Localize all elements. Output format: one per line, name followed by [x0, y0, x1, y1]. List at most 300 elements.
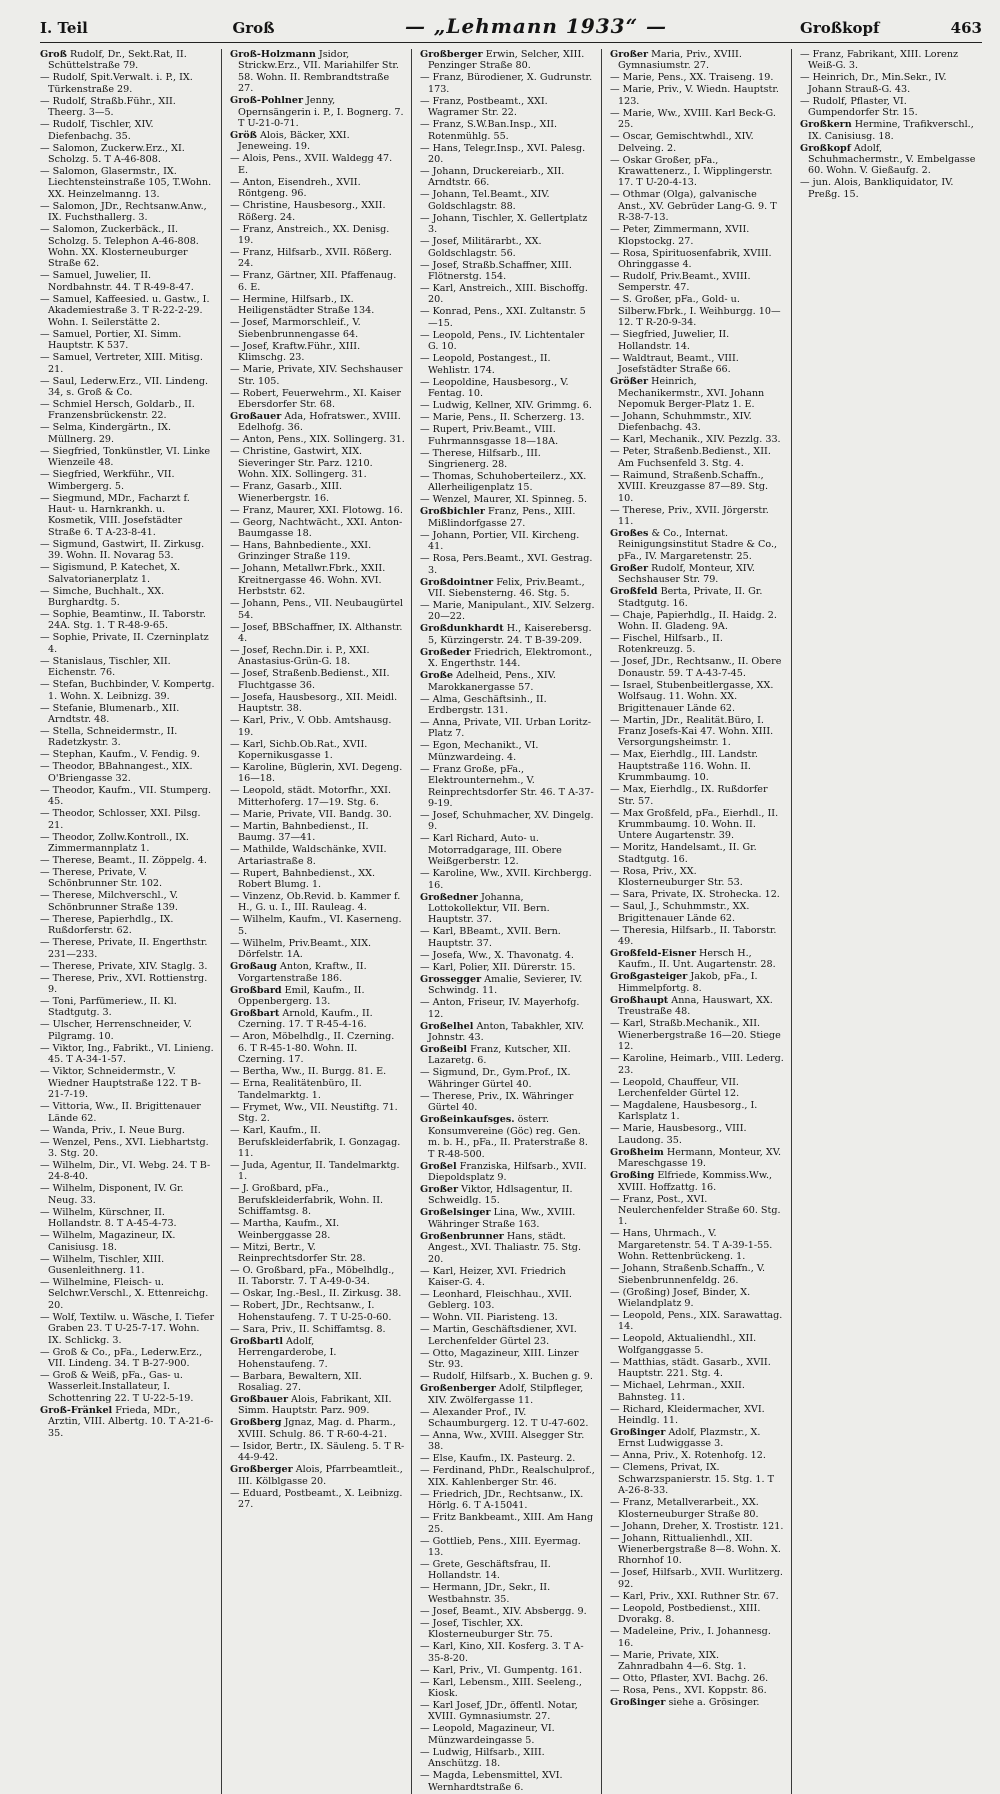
directory-entry [40, 1183, 215, 1206]
entry-text: — J. Großbard, pFa., Berufskleiderfabrik, Wohn. II. Schiffamtsg. 8. [230, 1183, 384, 1218]
entry-text: — Siegfried, Juwelier, II. Hollandstr. 14. [610, 329, 730, 352]
directory-entry [420, 353, 595, 376]
directory-entry [230, 505, 405, 516]
entry-text: — Rudolf, Priv.Beamt., XVIII. Semperstr. 47. [610, 271, 751, 294]
entry-text: — Josef, Hilfsarb., XVII. Wurlitzerg. 92. [610, 1567, 783, 1590]
entry-text: — Karoline, Ww., XVII. Kirchbergg. 16. [420, 868, 592, 891]
directory-entry [230, 317, 405, 340]
directory-entry [420, 553, 595, 576]
entry-surname: Großberger [420, 49, 483, 60]
directory-entry [420, 1641, 595, 1664]
directory-entry [420, 892, 595, 926]
entry-text: — Moritz, Handelsamt., II. Gr. Stadtgutg. 16. [610, 842, 757, 865]
entry-text: — Peter, Zimmermann, XVII. Klopstockg. 27. [610, 224, 750, 247]
entry-text: — Johann, Dreher, X. Trostistr. 121. [610, 1520, 784, 1532]
column-3 [420, 49, 602, 1794]
directory-entry [420, 1723, 595, 1746]
entry-text: — Marie, Ww., XVIII. Karl Beck-G. 25. [610, 107, 776, 131]
directory-entry [420, 1184, 595, 1207]
entry-text: — Karl Josef, JDr., öffentl. Notar, XVIII. Gymnasiumstr. 27. [420, 1700, 578, 1723]
entry-text: — Therese, Beamt., II. Zöppelg. 4. [40, 855, 207, 867]
entry-surname: Großaug [230, 961, 277, 973]
directory-entry [420, 1700, 595, 1723]
entry-text: — Therese, Papierhdlg., IX. Rußdorferstr. 62. [40, 913, 174, 937]
directory-entry [610, 271, 785, 294]
directory-entry [40, 1347, 215, 1370]
entry-text: — Juda, Agentur, II. Tandelmarktg. 1. [230, 1159, 400, 1183]
entry-text: — Leopold, Pens., XIX. Sarawattag. 14. [610, 1309, 783, 1333]
directory-entry [40, 166, 215, 200]
directory-entry [420, 1348, 595, 1371]
directory-entry [420, 1489, 595, 1512]
entry-surname: Großelhel [420, 1020, 474, 1032]
directory-entry [420, 810, 595, 833]
entry-text: — Saul, Lederw.Erz., VII. Lindeng. 34, s. Groß & Co. [40, 375, 209, 398]
entry-text: — Therese, Priv., XVI. Rottienstrg. 9. [40, 972, 208, 996]
entry-surname: Großeibl [420, 1044, 468, 1056]
entry-text: Adolf, Plazmstr., X. Ernst Ludwiggasse 3. [618, 1427, 761, 1450]
directory-entry [420, 623, 595, 646]
entry-text: — Wenzel, Pens., XVI. Liebhartstg. 3. Stg. 20. [40, 1136, 209, 1159]
entry-text: — Hans, Telegr.Insp., XVI. Palesg. 20. [420, 142, 586, 166]
directory-entry [40, 72, 215, 95]
directory-entry [40, 1277, 215, 1311]
directory-entry [800, 72, 976, 95]
directory-entry [230, 364, 405, 387]
directory-entry [610, 528, 785, 562]
entry-text: — Matthias, städt. Gasarb., XVII. Hauptstr. 221. Stg. 4. [610, 1356, 771, 1380]
directory-entry [610, 1673, 785, 1684]
entry-text: — Marie, Private, VII. Bandg. 30. [230, 808, 392, 820]
entry-text: — Rosa, Pens., XVI. Koppstr. 86. [610, 1685, 767, 1697]
entry-text: Felix, Priv.Beamt., VII. Siebensterng. 46. Stg. 5. [428, 576, 585, 599]
entry-text: H., Kaiserebersg. 5, Kürzingerstr. 24. T B-39-209. [428, 623, 592, 646]
directory-entry [230, 1066, 405, 1077]
directory-entry [40, 1066, 215, 1100]
directory-entry [40, 562, 215, 585]
entry-text: — Ulscher, Herrenschneider, V. Pilgramg. 10. [40, 1019, 192, 1042]
entry-surname: Großes [610, 527, 649, 539]
entry-text: Frieda, MDr., Arztin, VIII. Albertg. 10. T A-21-6-35. [48, 1404, 214, 1439]
directory-entry [230, 1265, 405, 1288]
directory-entry [610, 1697, 785, 1708]
page-header [40, 14, 982, 43]
entry-text: — Josef, Straßenb.Bedienst., XII. Fluchtgasse 36. [230, 668, 390, 691]
entry-text: — Josef, Rechn.Dir. i. P., XXI. Anastasius-Grün-G. 18. [230, 644, 370, 668]
directory-entry [420, 962, 595, 973]
entry-text: — Leopold, Chauffeur, VII. Lerchenfelder Gürtel 12. [610, 1076, 740, 1099]
entry-text: — Franz, Metallverarbeit., XX. Klosterneuburger Straße 80. [610, 1497, 759, 1520]
directory-entry [610, 353, 785, 376]
entry-surname: Großberger [230, 1464, 293, 1476]
directory-entry [610, 131, 785, 154]
directory-entry [230, 49, 405, 95]
directory-entry [610, 680, 785, 714]
entry-text: Franziska, Hilfsarb., XVII. Diepoldsplatz 9. [428, 1160, 587, 1183]
directory-entry [230, 270, 405, 293]
page-number: 463 [950, 19, 982, 37]
entry-surname: Großelsinger [420, 1207, 491, 1219]
directory-entry [420, 1312, 595, 1323]
directory-entry [420, 96, 595, 119]
entry-surname: Großdunkhardt [420, 623, 504, 635]
directory-entry [40, 1160, 215, 1183]
entry-text: — Siegfried, Werkführ., VII. Wimbergerg. 5. [40, 469, 175, 492]
directory-entry [610, 563, 785, 586]
directory-entry [610, 866, 785, 889]
directory-entry [230, 95, 405, 129]
entry-text: — Anna, Priv., X. Rotenhofg. 12. [610, 1450, 766, 1462]
directory-entry [230, 446, 405, 480]
directory-entry [230, 177, 405, 200]
entry-text: — Friedrich, JDr., Rechtsanw., IX. Hörlg. 6. T A-15041. [420, 1488, 584, 1512]
directory-entry [230, 868, 405, 891]
entry-text: Heinrich, Mechanikermstr., XVI. Johann Nepomuk Berger-Platz 1. E. [618, 376, 765, 410]
directory-entry [610, 784, 785, 807]
entry-text: — Josef, Marmorschleif., V. Siebenbrunnengasse 64. [230, 317, 361, 340]
directory-entry [230, 153, 405, 176]
directory-entry [230, 224, 405, 247]
directory-entry [230, 1078, 405, 1101]
entry-text: — Wolf, Textilw. u. Wäsche, I. Tiefer Graben 23. T U-25-7-17. Wohn. IX. Schlickg. 3. [40, 1311, 215, 1346]
entry-text: Elfriede, Kommiss.Ww., XVIII. Hoffzattg. 16. [618, 1170, 773, 1193]
directory-entry [610, 72, 785, 83]
directory-entry [610, 224, 785, 247]
entry-text: — Therese, Milchverschl., V. Schönbrunner Straße 139. [40, 890, 179, 913]
entry-text: — Vinzenz, Ob.Revid. b. Kammer f. H., G. u. I., III. Rauleag. 4. [230, 891, 401, 914]
entry-text: — Mitzi, Bertr., V. Reinprechtsdorfer Str. 28. [230, 1241, 366, 1264]
directory-entry [420, 1231, 595, 1265]
directory-entry [40, 973, 215, 996]
directory-entry [230, 891, 405, 914]
directory-entry [230, 481, 405, 504]
entry-text: — Anna, Private, VII. Urban Loritz-Platz 7. [420, 716, 591, 740]
entry-text: — Josefa, Ww., X. Thavonatg. 4. [420, 949, 574, 961]
directory-entry [610, 1310, 785, 1333]
entry-text: — Johann, Pens., VII. Neubaugürtel 54. [230, 598, 403, 621]
entry-text: Adelheid, Pens., XIV. Marokkanergasse 57. [428, 670, 556, 693]
directory-entry [230, 247, 405, 270]
entry-text: — Christine, Hausbesorg., XXII. Rößerg. 24. [230, 200, 386, 223]
directory-entry [800, 143, 976, 177]
entry-text: — Johann, Rittualienhdl., XII. Wienerbergstraße 8—8. Wohn. X. Rhornhof 10. [610, 1532, 781, 1567]
directory-entry [40, 143, 215, 166]
directory-entry [420, 448, 595, 471]
entry-text: — Theodor, Kaufm., VII. Stumperg. 45. [40, 784, 211, 808]
directory-entry [230, 1300, 405, 1323]
directory-entry [420, 868, 595, 891]
entry-surname: Großedner [420, 891, 478, 903]
column-1 [40, 49, 222, 1794]
entry-surname: Groß [40, 49, 67, 60]
entry-text: Lina, Ww., XVIII. Währinger Straße 163. [428, 1207, 576, 1230]
directory-entry [230, 809, 405, 820]
directory-entry [610, 656, 785, 679]
entry-text: — Martin, Bahnbedienst., II. Baumg. 37—41. [230, 820, 369, 844]
entry-text: — Rosa, Pers.Beamt., XVI. Gestrag. 3. [420, 553, 593, 576]
directory-entry [40, 726, 215, 749]
entry-text: — Else, Kaufm., IX. Pasteurg. 2. [420, 1453, 576, 1465]
entry-text: Adolf, Stilpfleger, XIV. Zwölfergasse 11. [428, 1383, 584, 1406]
directory-entry [230, 1031, 405, 1065]
entry-text: Jgnaz, Mag. d. Pharm., XVIII. Schulg. 86. T R-60-4-21. [238, 1417, 396, 1440]
directory-entry [230, 985, 405, 1008]
directory-entry [40, 49, 215, 72]
directory-entry [420, 49, 595, 72]
entry-text: Emil, Kaufm., II. Oppenbergerg. 13. [238, 984, 365, 1008]
directory-entry [610, 995, 785, 1018]
directory-entry [40, 1101, 215, 1124]
entry-surname: Großbichler [420, 506, 485, 518]
directory-entry [230, 1464, 405, 1487]
directory-entry [610, 1018, 785, 1052]
directory-entry [40, 1254, 215, 1277]
directory-entry [230, 938, 405, 961]
entry-text: — Karl, BBeamt., XVII. Bern. Hauptstr. 37. [420, 926, 561, 949]
directory-entry [610, 1462, 785, 1496]
directory-entry [230, 1218, 405, 1241]
entry-text: Amalie, Sevierer, IV. Schwindg. 11. [428, 973, 583, 997]
entry-surname: Große [420, 670, 454, 682]
directory-entry [610, 505, 785, 528]
directory-entry [610, 1685, 785, 1696]
entry-text: — Konrad, Pens., XXI. Zultanstr. 5—15. [420, 306, 586, 329]
entry-text: — Sigmund, Dr., Gym.Prof., IX. Währinger Gürtel 40. [420, 1067, 571, 1090]
entry-text: — Marie, Priv., V. Wiedn. Hauptstr. 123. [610, 84, 779, 107]
directory-entry [40, 493, 215, 539]
entry-surname: Großing [610, 1170, 655, 1182]
entry-text: — Saul, J., Schuhmmstr., XX. Brigittenauer Lände 62. [610, 901, 750, 924]
entry-text: — Franz, Hilfsarb., XVII. Rößerg. 24. [230, 247, 392, 270]
directory-entry [420, 119, 595, 142]
directory-entry [610, 329, 785, 352]
entry-text: — Leopold, Magazineur, VI. Münzwardeingasse 5. [420, 1723, 555, 1746]
entry-text: — Salomon, Zuckerbäck., II. Scholzg. 5. Telephon A-46-808. Wohn. XX. Klosterneuburger Straße 62. [40, 224, 199, 270]
entry-text: — Otto, Magazineur, XIII. Linzer Str. 93. [420, 1347, 579, 1371]
directory-entry [420, 1465, 595, 1488]
entry-text: — Aron, Möbelhdlg., II. Czerning. 6. T R-45-1-80. Wohn. II. Czerning. 17. [230, 1031, 395, 1066]
directory-entry [230, 1417, 405, 1440]
entry-text: — Karl, Mechanik., XIV. Pezzlg. 33. [610, 434, 781, 446]
directory-entry [420, 1677, 595, 1700]
directory-entry [610, 1533, 785, 1567]
directory-entry [420, 1665, 595, 1676]
directory-entry [610, 1591, 785, 1602]
directory-entry [800, 119, 976, 142]
entry-text: — Johann, Straßenb.Schaffn., V. Siebenbrunnenfeldg. 26. [610, 1263, 766, 1286]
entry-text: — Barbara, Bewaltern, XII. Rosaliag. 27. [230, 1370, 362, 1393]
entry-text: — Max, Eierhdlg., IX. Rußdorfer Str. 57. [610, 784, 768, 807]
entry-text: — Richard, Kleidermacher, XVI. Heindlg. 11. [610, 1403, 765, 1426]
directory-entry [420, 236, 595, 259]
entry-text: — Leopold, Postangest., II. Wehlistr. 174. [420, 353, 551, 376]
directory-entry [40, 1207, 215, 1230]
directory-entry [420, 694, 595, 717]
entry-text: Hermann, Monteur, XV. Mareschgasse 19. [618, 1146, 782, 1170]
entry-text: — Wilhelm, Dir., VI. Webg. 24. T B-24-8-40. [40, 1159, 211, 1183]
directory-entry [40, 446, 215, 469]
column-4 [610, 49, 792, 1794]
entry-text: — Viktor, Schneidermstr., V. Wiedner Hauptstraße 122. T B-21-7-19. [40, 1066, 201, 1101]
directory-entry [610, 1333, 785, 1356]
entry-text: — Bertha, Ww., II. Burgg. 81. E. [230, 1066, 387, 1078]
entry-text: — Oskar Großer, pFa., Krawattenerz., I. Wipplingerstr. 17. T U-20-4-13. [610, 154, 773, 189]
directory-entry [230, 1242, 405, 1265]
directory-entry [420, 1453, 595, 1464]
directory-entry [230, 692, 405, 715]
directory-entry [610, 715, 785, 749]
entry-text: Anna, Hauswart, XX. Treustraße 48. [618, 994, 773, 1018]
entry-text: — Wenzel, Maurer, XI. Spinneg. 5. [420, 494, 588, 506]
directory-entry [420, 600, 595, 623]
directory-entry [610, 1170, 785, 1193]
entry-text: — Sophie, Private, II. Czerninplatz 4. [40, 632, 209, 655]
directory-entry [230, 434, 405, 445]
entry-text: — S. Großer, pFa., Gold- u. Silberw.Fbrk., I. Weihburgg. 10—12. T R-20-9-34. [610, 294, 781, 329]
directory-entry [610, 1194, 785, 1228]
directory-entry [40, 609, 215, 632]
entry-surname: Großer [420, 1183, 459, 1195]
directory-entry [610, 155, 785, 189]
entry-surname: Großberg [230, 1417, 282, 1429]
entry-text: — Karoline, Heimarb., VIII. Lederg. 23. [610, 1053, 784, 1076]
directory-entry [420, 1044, 595, 1067]
entry-text: Johanna, Lottokollektur, VII. Bern. Hauptstr. 37. [428, 891, 550, 926]
entry-text: — Franz, Maurer, XXI. Flotowg. 16. [230, 504, 403, 516]
directory-entry [420, 1770, 595, 1793]
entry-text: — Vittoria, Ww., II. Brigittenauer Lände 62. [40, 1101, 201, 1124]
directory-entry [420, 1430, 595, 1453]
entry-text: — Oscar, Gemischtwhdl., XIV. Delveing. 2. [610, 131, 754, 154]
entry-text: — Stefan, Buchbinder, V. Kompertg. 1. Wohn. X. Leibnizg. 39. [40, 679, 215, 702]
directory-entry [230, 1160, 405, 1183]
entry-text: — Franz, Post., XVI. Neulerchenfelder Straße 60. Stg. 1. [610, 1193, 781, 1228]
directory-entry [800, 49, 976, 72]
directory-entry [230, 1441, 405, 1464]
directory-entry [420, 1161, 595, 1184]
right-keyword: Großkopf [800, 19, 880, 37]
entry-text: — Marie, Private, XIV. Sechshauser Str. 105. [230, 364, 403, 387]
directory-entry [420, 506, 595, 529]
directory-entry [610, 1357, 785, 1380]
entry-surname: Großdointner [420, 576, 494, 588]
directory-entry [230, 1336, 405, 1370]
directory-entry [610, 189, 785, 223]
entry-text: — Josef, Tischler, XX. Klosterneuburger Str. 75. [420, 1617, 553, 1641]
entry-text: — Karl, Kaufm., II. Berufskleiderfabrik, I. Gonzagag. 11. [230, 1125, 401, 1159]
directory-entry [230, 411, 405, 434]
entry-text: — Magda, Lebensmittel, XVI. Wernhardtstraße 6. [420, 1770, 563, 1793]
directory-entry [40, 399, 215, 422]
entry-text: Maria, Priv., XVIII. Gymnasiumstr. 27. [618, 49, 742, 72]
directory-entry [40, 1043, 215, 1066]
directory-entry [420, 424, 595, 447]
directory-entry [420, 471, 595, 494]
entry-surname: Großauer [230, 410, 282, 422]
entry-text: — Alma, Geschäftsinh., II. Erdbergstr. 131. [420, 693, 547, 716]
directory-entry [610, 948, 785, 971]
entry-surname: Großkern [800, 119, 852, 131]
left-keyword: Groß [232, 19, 275, 37]
directory-entry [610, 1497, 785, 1520]
entry-surname: Großfeld [610, 586, 658, 598]
entry-text: Franz, Kutscher, XII. Lazaretg. 6. [428, 1044, 571, 1067]
directory-entry [230, 715, 405, 738]
entry-text: — Ludwig, Kellner, XIV. Grimmg. 6. [420, 400, 592, 412]
directory-entry [420, 412, 595, 423]
entry-text: — Israel, Stubenbeitlergasse, XX. Wolfsaug. 11. Wohn. XX. Brigittenauer Lände 62. [610, 679, 774, 714]
directory-entry [40, 96, 215, 119]
directory-entry [230, 540, 405, 563]
entry-text: — Josef, JDr., Rechtsanw., II. Obere Donaustr. 59. T A-43-7-45. [610, 656, 782, 679]
directory-entry [610, 1123, 785, 1146]
entry-text: — Wilhelm, Kürschner, II. Hollandstr. 8. T A-45-4-73. [40, 1206, 177, 1230]
directory-entry [420, 400, 595, 411]
directory-entry [420, 377, 595, 400]
entry-text: Hans, städt. Angest., XVI. Thaliastr. 75. Stg. 20. [428, 1230, 581, 1265]
entry-text: — Karl, Lebensm., XIII. Seeleng., Kiosk. [420, 1676, 582, 1700]
directory-entry [610, 1450, 785, 1461]
entry-text: Rudolf, Dr., Sekt.Rat, II. Schüttelstraße 79. [48, 49, 187, 72]
directory-entry [610, 1100, 785, 1123]
directory-entry [230, 1394, 405, 1417]
directory-entry [40, 761, 215, 784]
entry-text: — Rosa, Priv., XX. Klosterneuburger Str. 53. [610, 865, 743, 889]
directory-entry [230, 388, 405, 411]
entry-text: — Karl, Straßb.Mechanik., XII. Wienerbergstraße 16—20. Stiege 12. [610, 1018, 781, 1053]
entry-text: — Oskar, Ing.-Besl., II. Zirkusg. 38. [230, 1288, 402, 1300]
directory-entry [610, 1404, 785, 1427]
directory-entry [610, 1567, 785, 1590]
entry-text: — Sophie, Beamtinw., II. Taborstr. 24A. Stg. 1. T R-48-9-65. [40, 608, 206, 632]
entry-surname: Großenbrunner [420, 1230, 504, 1242]
directory-entry [610, 49, 785, 72]
entry-text: — Wilhelm, Magazineur, IX. Canisiusg. 18. [40, 1230, 176, 1253]
entry-text: — Karl, Priv., V. Obb. Amtshausg. 19. [230, 715, 392, 738]
entry-text: — Leopoldine, Hausbesorg., V. Fentag. 10. [420, 376, 569, 400]
entry-text: — Leonhard, Fleischhau., XVII. Geblerg. 103. [420, 1288, 572, 1312]
entry-surname: Großeder [420, 646, 471, 658]
entry-text: Franz, Pens., XIII. Mißlindorfgasse 27. [428, 506, 576, 529]
directory-entry [40, 937, 215, 960]
directory-entry [40, 679, 215, 702]
entry-text: Hermine, Trafikverschl., IX. Canisiusg. 18. [808, 119, 974, 142]
entry-text: — Therese, Priv., XVII. Jörgerstr. 11. [610, 504, 769, 527]
entry-text: — Karl Richard, Auto- u. Motorradgarage, III. Obere Weißgerberstr. 12. [420, 833, 562, 868]
entry-surname: Großenberger [420, 1383, 496, 1395]
entry-text: — Franz, Fabrikant, XIII. Lorenz Weiß-G. 3. [800, 49, 959, 72]
entry-surname: Großel [420, 1160, 457, 1172]
directory-entry [230, 563, 405, 597]
directory-entry [420, 1747, 595, 1770]
entry-text: — Wilhelm, Priv.Beamt., XIX. Dörfelstr. 1A. [230, 937, 372, 961]
entry-text: — Robert, Feuerwehrm., XI. Kaiser Ebersdorfer Str. 68. [230, 387, 402, 410]
directory-entry [40, 119, 215, 142]
entry-text: — Anton, Eisendreh., XVII. Röntgeng. 96. [230, 176, 361, 200]
directory-entry [230, 1371, 405, 1394]
directory-entry [40, 749, 215, 760]
directory-entry [610, 633, 785, 656]
directory-entry [40, 224, 215, 270]
entry-surname: Großkopf [800, 142, 851, 154]
directory-entry [40, 996, 215, 1019]
entry-text: — Karl, Heizer, XVI. Friedrich Kaiser-G. 4. [420, 1265, 566, 1288]
entry-text: — Therese, Private, XIV. Staglg. 3. [40, 960, 208, 972]
entry-text: — Rupert, Priv.Beamt., VIII. Fuhrmannsgasse 18—18A. [420, 424, 559, 447]
entry-text: — Leopold, Pens., IV. Lichtentaler G. 10. [420, 329, 585, 353]
directory-entry [40, 914, 215, 937]
directory-entry [40, 961, 215, 972]
